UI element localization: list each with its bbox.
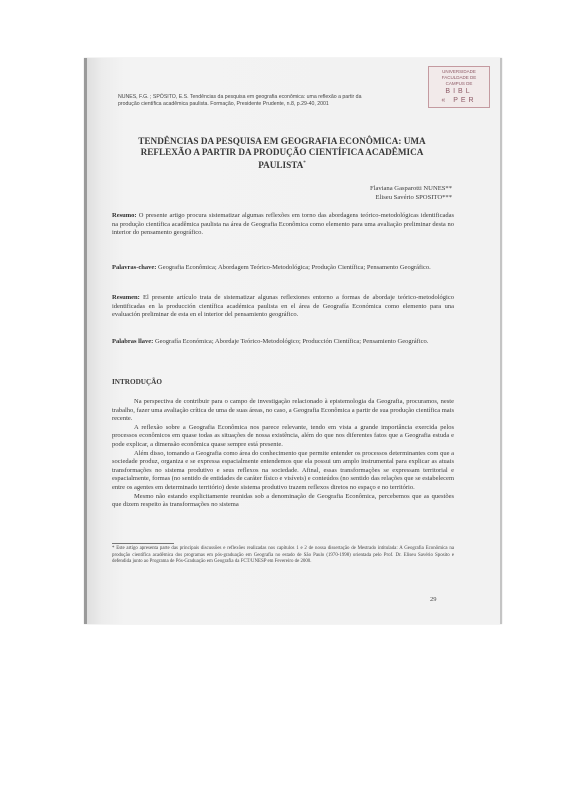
title-line-3-text: PAULISTA <box>258 160 304 171</box>
page-left-edge <box>84 58 87 624</box>
palavras-chave-text: Geografia Econômica; Abordagem Teórico-Metodológica; Produção Científica; Pensamento Geográfico. <box>158 264 431 271</box>
citation-line-2: produção científica acadêmica paulista. Formação, Presidente Prudente, n.8, p.29-40, 2001 <box>118 101 329 107</box>
palavras-chave-block <box>112 264 454 273</box>
resumo-label: Resumo: <box>112 212 137 219</box>
title-line-3 <box>112 158 452 171</box>
paragraph-2: A reflexão sobre a Geografia Econômica nos parece relevante, tendo em vista a grande importância exercida pelos processos econômicos em quase todas as situações de nossa existência, além do que nos diferentes fatos que a Geografia estuda e pode explicar, a dimensão econômica quase sempre está presente. <box>112 423 454 448</box>
section-heading: INTRODUÇÃO <box>112 378 162 386</box>
citation-line-1: NUNES, F.G. ; SPÓSITO, E.S. Tendências da pesquisa em geografia econômica: uma reflexão a partir da <box>118 94 362 100</box>
page-number: 29 <box>430 596 437 603</box>
stamp-line-4: BIBL <box>445 88 473 95</box>
palabras-llave-block <box>112 338 454 347</box>
title-line-1: TENDÊNCIAS DA PESQUISA EM GEOGRAFIA ECONÔMICA: UMA <box>138 136 426 146</box>
paragraph-4: Mesmo não estando explicitamente reunidas sob a denominação de Geografia Econômica, percebemos que as questões que dizem respeito às transformações no sistema <box>112 492 454 509</box>
resumo-block <box>112 212 454 238</box>
authors <box>300 184 452 202</box>
paragraph-1: Na perspectiva de contribuir para o campo de investigação relacionado à epistemologia da Geografia, procuramos, neste trabalho, fazer uma avaliação crítica de uma de suas áreas, no caso, a Geografia Econômica a partir de sua produção científica mais recente. <box>112 398 454 423</box>
citation-header <box>118 94 430 108</box>
paragraph-3: Além disso, tomando a Geografia como área do conhecimento que permite entender os processos determinantes com que a sociedade produz, organiza e se expressa espacialmente entendemos que ela possui um amplo instrumental para explicar as atuais transformações no sistema produtivo e seus reflexos na sociedade. Afinal, essas transformações se expressam territorial e espacialmente, formas (no sentido de entidades de caráter físico e visíveis) e conteúdos (no sentido das relações que se estabelecem entre os agentes em determinado território) deste sistema produtivo trazem reflexos diretos no espaço e no território. <box>112 449 454 491</box>
stamp-line-5: « PER <box>441 97 477 104</box>
stamp-line-3: CAMPUS DE <box>445 81 473 86</box>
palabras-llave-label: Palabras llave: <box>112 338 154 345</box>
article-title <box>112 136 452 171</box>
palabras-llave-text: Geografía Económica; Abordaje Teórico-Metodológico; Producción Científica; Pensamiento Geográfico. <box>154 338 429 345</box>
author-2: Eliseu Savério SPOSITO*** <box>375 194 452 201</box>
footnote-divider <box>112 543 174 544</box>
resumo-text: O presente artigo procura sistematizar algumas reflexões em torno das abordagens teórico-metodológicas identificadas na produção científica acadêmica paulista na área de Geografia Econômica como elemento para uma avaliação preliminar desta no interior do pensamento geográfico. <box>112 212 455 237</box>
footnote: * Este artigo apresenta parte das principais discussões e reflexões realizadas nos capítulos 1 e 2 de nossa dissertação de Mestrado intitulada: A Geografia Econômica na produção científica acadêmica dos programas em pós-graduação em Geografia no estado de São Paulo (1970-1998) orientada pelo Prof. Dr. Eliseu Savério Sposito e defendida junto ao Programa de Pós-Graduação em Geografia da FCT/UNESP em Fevereiro de 2000. <box>112 546 454 565</box>
stamp-line-1: UNIVERSIDADE <box>442 69 476 74</box>
resumen-label: Resumen: <box>112 294 140 301</box>
title-line-2: REFLEXÃO A PARTIR DA PRODUÇÃO CIENTÍFICA ACADÊMICA <box>140 147 424 157</box>
library-stamp <box>428 66 490 108</box>
title-footnote-marker: * <box>303 161 306 166</box>
resumen-text: El presente artículo trata de sistematizar algunas reflexiones entorno a formas de abordaje teórico-metodológico identificadas en la producción científica académica paulista en el área de Geografía Económica como elemento para una evaluación preliminar de esta en el interior del pensamiento geográfico. <box>112 294 454 319</box>
stamp-line-2: FACULDADE DE <box>441 75 477 80</box>
author-1: Flaviana Gasparotti NUNES** <box>369 185 452 192</box>
body-text <box>112 398 454 510</box>
palavras-chave-label: Palavras-chave: <box>112 264 157 271</box>
page-right-edge <box>500 58 502 624</box>
resumen-block <box>112 294 454 320</box>
